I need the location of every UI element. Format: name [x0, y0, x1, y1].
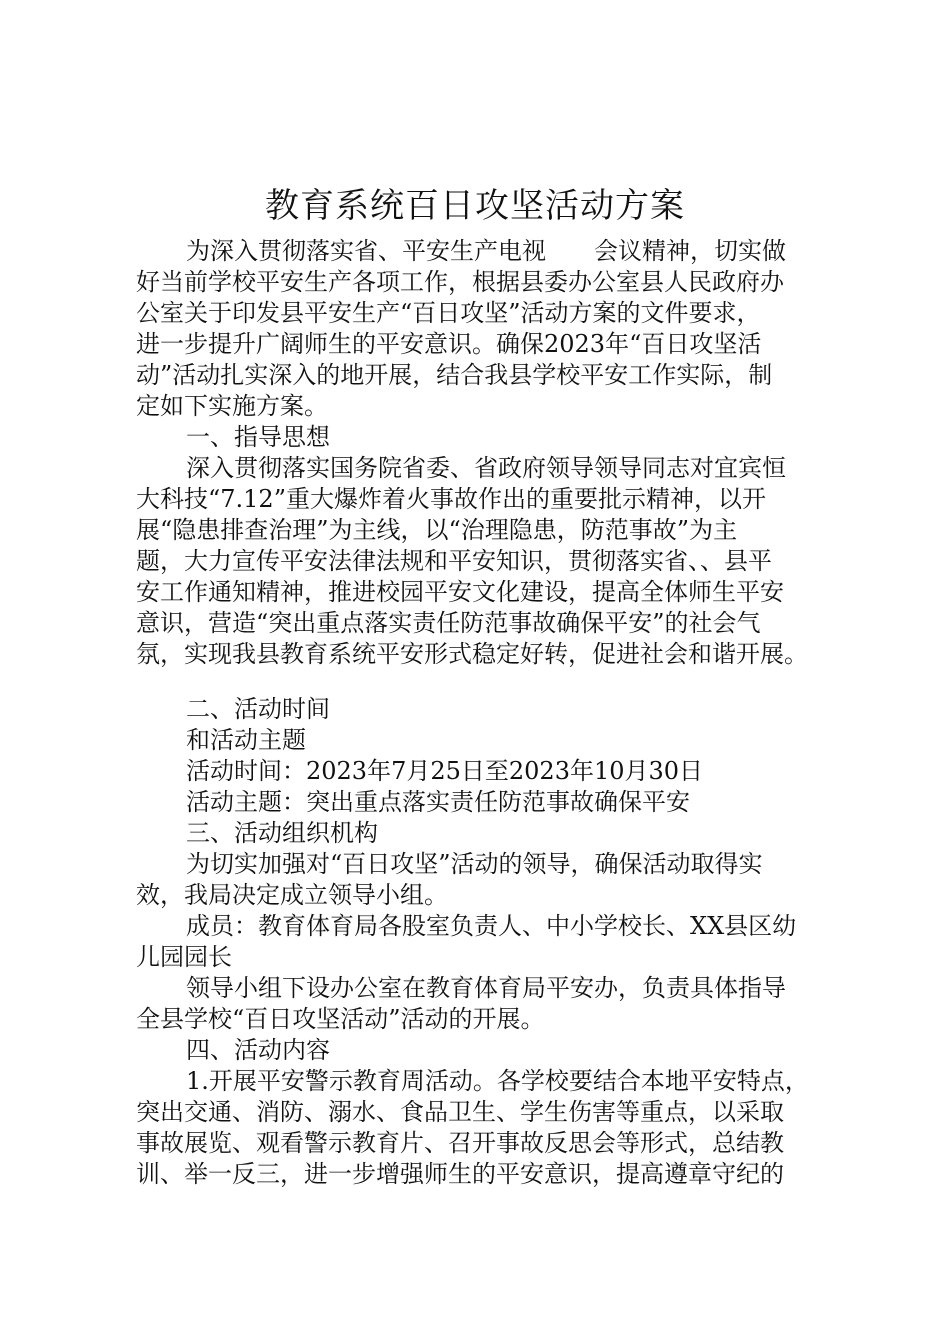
text-line: 深入贯彻落实国务院省委、省政府领导领导同志对宜宾恒 — [186, 454, 786, 482]
text-line: 为切实加强对“百日攻坚”活动的领导，确保活动取得实 — [186, 850, 763, 878]
text-line: 安工作通知精神，推进校园平安文化建设，提高全体师生平安 — [136, 578, 784, 606]
section-heading: 一、指导思想 — [186, 423, 330, 451]
text-line: 好当前学校平安生产各项工作，根据县委办公室县人民政府办 — [136, 268, 784, 296]
text-line: 活动时间：2023年7月25日至2023年10月30日 — [186, 757, 704, 785]
text-line: 训、举一反三，进一步增强师生的平安意识，提高遵章守纪的 — [136, 1160, 784, 1188]
text-line: 效，我局决定成立领导小组。 — [136, 881, 448, 909]
text-line: 大科技“7.12”重大爆炸着火事故作出的重要批示精神，以开 — [136, 485, 766, 513]
text-line: 领导小组下设办公室在教育体育局平安办，负责具体指导 — [186, 974, 786, 1002]
text-line: 氛，实现我县教育系统平安形式稳定好转，促进社会和谐开展。 — [136, 640, 808, 668]
text-line: 事故展览、观看警示教育片、召开事故反思会等形式，总结教 — [136, 1129, 784, 1157]
text-line: 1.开展平安警示教育周活动。各学校要结合本地平安特点， — [186, 1067, 809, 1095]
text-line: 儿园园长 — [136, 943, 232, 971]
text-line: 全县学校“百日攻坚活动”活动的开展。 — [136, 1005, 545, 1033]
section-heading: 四、活动内容 — [186, 1036, 330, 1064]
section-heading: 和活动主题 — [186, 726, 306, 754]
text-line: 定如下实施方案。 — [136, 392, 328, 420]
text-line: 题，大力宣传平安法律法规和平安知识，贯彻落实省、、县平 — [136, 547, 772, 575]
text-line: 成员：教育体育局各股室负责人、中小学校长、XX县区幼 — [186, 912, 797, 940]
text-line: 展“隐患排查治理”为主线，以“治理隐患，防范事故”为主 — [136, 516, 738, 544]
text-line: 动”活动扎实深入的地开展，结合我县学校平安工作实际，制 — [136, 361, 773, 389]
text-line: 活动主题：突出重点落实责任防范事故确保平安 — [186, 788, 690, 816]
text-line: 为深入贯彻落实省、平安生产电视 会议精神，切实做 — [186, 237, 786, 265]
section-heading: 三、活动组织机构 — [186, 819, 378, 847]
document-title: 教育系统百日攻坚活动方案 — [265, 186, 685, 226]
text-line: 意识，营造“突出重点落实责任防范事故确保平安”的社会气 — [136, 609, 761, 637]
text-line: 进一步提升广阔师生的平安意识。确保2023年“百日攻坚活 — [136, 330, 762, 358]
text-line: 公室关于印发县平安生产“百日攻坚”活动方案的文件要求， — [136, 299, 761, 327]
section-heading: 二、活动时间 — [186, 695, 330, 723]
text-line: 突出交通、消防、溺水、食品卫生、学生伤害等重点，以采取 — [136, 1098, 784, 1126]
